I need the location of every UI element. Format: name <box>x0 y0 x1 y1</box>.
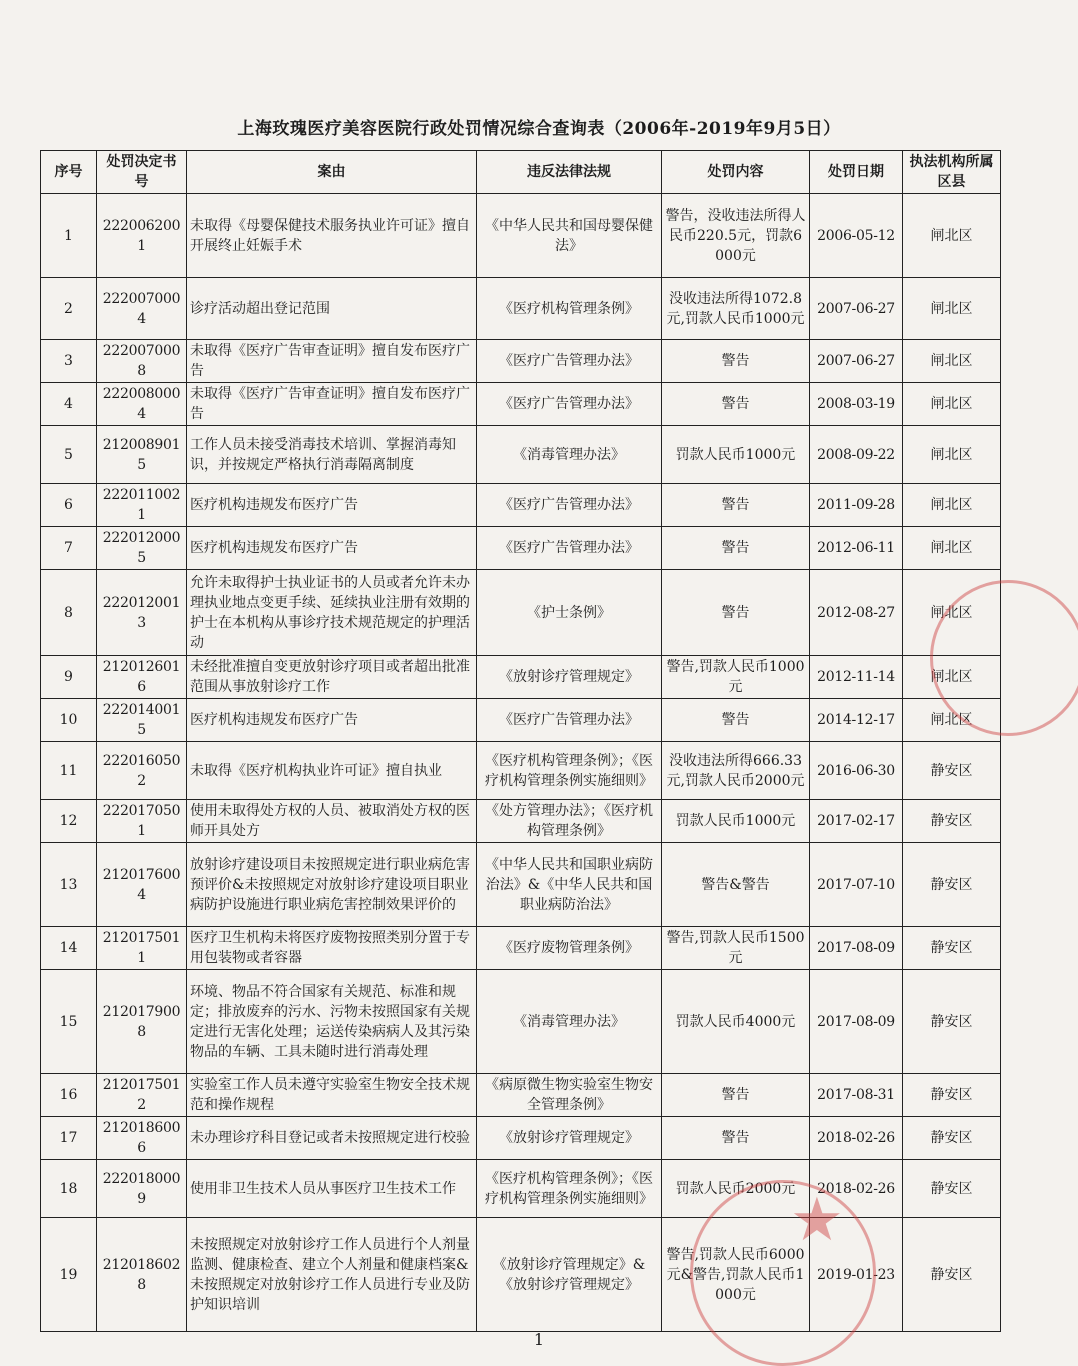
decision-number-cell: 2220140015 <box>97 699 187 742</box>
district-cell: 静安区 <box>903 1074 1001 1117</box>
penalty-date-cell: 2011-09-28 <box>810 484 903 527</box>
decision-number-cell: 2120175011 <box>97 927 187 970</box>
penalty-date-cell: 2017-07-10 <box>810 843 903 927</box>
penalty-content-cell: 罚款人民币4000元 <box>662 970 810 1074</box>
decision-number-cell: 2220080004 <box>97 383 187 426</box>
case-cause-cell: 实验室工作人员未遵守实验室生物安全技术规范和操作规程 <box>187 1074 477 1117</box>
case-cause-cell: 允许未取得护士执业证书的人员或者允许未办理执业地点变更手续、延续执业注册有效期的护士在本机构从事诊疗技术规范规定的护理活动 <box>187 570 477 656</box>
violated-law-cell: 《护士条例》 <box>477 570 662 656</box>
case-cause-cell: 环境、物品不符合国家有关规范、标准和规定；排放废弃的污水、污物未按照国家有关规定进行无害化处理；运送传染病病人及其污染物品的车辆、工具未随时进行消毒处理 <box>187 970 477 1074</box>
violated-law-cell: 《处方管理办法》；《医疗机构管理条例》 <box>477 800 662 843</box>
case-cause-cell: 使用非卫生技术人员从事医疗卫生技术工作 <box>187 1160 477 1218</box>
district-cell: 静安区 <box>903 927 1001 970</box>
penalty-date-cell: 2017-08-31 <box>810 1074 903 1117</box>
penalty-content-cell: 警告 <box>662 383 810 426</box>
row-number-cell: 15 <box>41 970 97 1074</box>
penalty-date-cell: 2008-03-19 <box>810 383 903 426</box>
decision-number-cell: 2220180009 <box>97 1160 187 1218</box>
row-number-cell: 16 <box>41 1074 97 1117</box>
violated-law-cell: 《放射诊疗管理规定》 <box>477 1117 662 1160</box>
row-number-cell: 18 <box>41 1160 97 1218</box>
table-row <box>41 484 1001 527</box>
table-row <box>41 426 1001 484</box>
penalty-content-cell: 罚款人民币1000元 <box>662 426 810 484</box>
table-row <box>41 843 1001 927</box>
decision-number-cell: 2220062001 <box>97 194 187 278</box>
district-cell: 闸北区 <box>903 699 1001 742</box>
penalty-date-cell: 2007-06-27 <box>810 278 903 340</box>
table-row <box>41 1117 1001 1160</box>
row-number-cell: 14 <box>41 927 97 970</box>
table-header-row <box>41 151 1001 194</box>
row-number-cell: 6 <box>41 484 97 527</box>
penalty-date-cell: 2016-06-30 <box>810 742 903 800</box>
violated-law-cell: 《医疗广告管理办法》 <box>477 527 662 570</box>
district-cell: 闸北区 <box>903 194 1001 278</box>
header-cell: 处罚内容 <box>662 151 810 194</box>
header-cell: 违反法律法规 <box>477 151 662 194</box>
district-cell: 闸北区 <box>903 484 1001 527</box>
district-cell: 闸北区 <box>903 278 1001 340</box>
penalty-content-cell: 警告,罚款人民币1000元 <box>662 656 810 699</box>
case-cause-cell: 医疗卫生机构未将医疗废物按照类别分置于专用包装物或者容器 <box>187 927 477 970</box>
penalty-content-cell: 警告 <box>662 1117 810 1160</box>
decision-number-cell: 2120186006 <box>97 1117 187 1160</box>
case-cause-cell: 工作人员未接受消毒技术培训、掌握消毒知识，并按规定严格执行消毒隔离制度 <box>187 426 477 484</box>
table-row <box>41 927 1001 970</box>
decision-number-cell: 2120126016 <box>97 656 187 699</box>
penalty-content-cell: 没收违法所得1072.8元,罚款人民币1000元 <box>662 278 810 340</box>
table-row <box>41 340 1001 383</box>
table-row <box>41 383 1001 426</box>
violated-law-cell: 《病原微生物实验室生物安全管理条例》 <box>477 1074 662 1117</box>
case-cause-cell: 医疗机构违规发布医疗广告 <box>187 484 477 527</box>
penalty-content-cell: 罚款人民币2000元 <box>662 1160 810 1218</box>
case-cause-cell: 医疗机构违规发布医疗广告 <box>187 699 477 742</box>
row-number-cell: 9 <box>41 656 97 699</box>
table-body <box>41 194 1001 1332</box>
decision-number-cell: 2220160502 <box>97 742 187 800</box>
decision-number-cell: 2120089015 <box>97 426 187 484</box>
penalty-date-cell: 2017-02-17 <box>810 800 903 843</box>
violated-law-cell: 《医疗机构管理条例》；《医疗机构管理条例实施细则》 <box>477 1160 662 1218</box>
district-cell: 闸北区 <box>903 527 1001 570</box>
penalty-date-cell: 2008-09-22 <box>810 426 903 484</box>
row-number-cell: 4 <box>41 383 97 426</box>
case-cause-cell: 未取得《医疗广告审查证明》擅自发布医疗广告 <box>187 383 477 426</box>
district-cell: 闸北区 <box>903 383 1001 426</box>
decision-number-cell: 2220120013 <box>97 570 187 656</box>
row-number-cell: 10 <box>41 699 97 742</box>
district-cell: 闸北区 <box>903 340 1001 383</box>
case-cause-cell: 诊疗活动超出登记范围 <box>187 278 477 340</box>
penalty-date-cell: 2012-11-14 <box>810 656 903 699</box>
violated-law-cell: 《放射诊疗管理规定》&《放射诊疗管理规定》 <box>477 1218 662 1332</box>
case-cause-cell: 未取得《母婴保健技术服务执业许可证》擅自开展终止妊娠手术 <box>187 194 477 278</box>
table-row <box>41 656 1001 699</box>
table-row <box>41 278 1001 340</box>
violated-law-cell: 《医疗广告管理办法》 <box>477 484 662 527</box>
row-number-cell: 7 <box>41 527 97 570</box>
penalty-date-cell: 2017-08-09 <box>810 927 903 970</box>
case-cause-cell: 未办理诊疗科目登记或者未按照规定进行校验 <box>187 1117 477 1160</box>
penalty-content-cell: 没收违法所得666.33元,罚款人民币2000元 <box>662 742 810 800</box>
row-number-cell: 8 <box>41 570 97 656</box>
penalty-date-cell: 2019-01-23 <box>810 1218 903 1332</box>
penalty-date-cell: 2006-05-12 <box>810 194 903 278</box>
case-cause-cell: 使用未取得处方权的人员、被取消处方权的医师开具处方 <box>187 800 477 843</box>
decision-number-cell: 2120186028 <box>97 1218 187 1332</box>
decision-number-cell: 2220110021 <box>97 484 187 527</box>
district-cell: 静安区 <box>903 1160 1001 1218</box>
table-row <box>41 1218 1001 1332</box>
penalty-date-cell: 2018-02-26 <box>810 1160 903 1218</box>
page-number: 1 <box>533 1330 545 1349</box>
violated-law-cell: 《医疗广告管理办法》 <box>477 699 662 742</box>
violated-law-cell: 《医疗广告管理办法》 <box>477 383 662 426</box>
table-row <box>41 1074 1001 1117</box>
case-cause-cell: 放射诊疗建设项目未按照规定进行职业病危害预评价&未按照规定对放射诊疗建设项目职业病防护设施进行职业病危害控制效果评价的 <box>187 843 477 927</box>
penalty-content-cell: 警告 <box>662 527 810 570</box>
violated-law-cell: 《医疗广告管理办法》 <box>477 340 662 383</box>
table-row <box>41 527 1001 570</box>
header-cell: 案由 <box>187 151 477 194</box>
decision-number-cell: 2220070008 <box>97 340 187 383</box>
penalty-content-cell: 罚款人民币1000元 <box>662 800 810 843</box>
district-cell: 静安区 <box>903 970 1001 1074</box>
row-number-cell: 19 <box>41 1218 97 1332</box>
district-cell: 闸北区 <box>903 426 1001 484</box>
district-cell: 静安区 <box>903 1218 1001 1332</box>
row-number-cell: 1 <box>41 194 97 278</box>
table-row <box>41 1160 1001 1218</box>
header-cell: 处罚日期 <box>810 151 903 194</box>
violated-law-cell: 《放射诊疗管理规定》 <box>477 656 662 699</box>
violated-law-cell: 《消毒管理办法》 <box>477 970 662 1074</box>
table-row <box>41 699 1001 742</box>
violated-law-cell: 《消毒管理办法》 <box>477 426 662 484</box>
row-number-cell: 13 <box>41 843 97 927</box>
penalty-content-cell: 警告 <box>662 1074 810 1117</box>
penalty-content-cell: 警告 <box>662 699 810 742</box>
district-cell: 闸北区 <box>903 570 1001 656</box>
table-row <box>41 570 1001 656</box>
page-title: 上海玫瑰医疗美容医院行政处罚情况综合查询表（2006年-2019年9月5日） <box>237 119 841 139</box>
decision-number-cell: 2120179008 <box>97 970 187 1074</box>
header-cell: 处罚决定书号 <box>97 151 187 194</box>
row-number-cell: 17 <box>41 1117 97 1160</box>
table-row <box>41 742 1001 800</box>
penalty-content-cell: 警告,罚款人民币6000元&警告,罚款人民币1000元 <box>662 1218 810 1332</box>
table-row <box>41 194 1001 278</box>
row-number-cell: 12 <box>41 800 97 843</box>
violated-law-cell: 《医疗废物管理条例》 <box>477 927 662 970</box>
case-cause-cell: 未经批准擅自变更放射诊疗项目或者超出批准范围从事放射诊疗工作 <box>187 656 477 699</box>
penalty-content-cell: 警告 <box>662 340 810 383</box>
seal-star-icon: ★ <box>790 1185 844 1255</box>
penalty-date-cell: 2012-08-27 <box>810 570 903 656</box>
row-number-cell: 2 <box>41 278 97 340</box>
violated-law-cell: 《中华人民共和国母婴保健法》 <box>477 194 662 278</box>
penalty-date-cell: 2018-02-26 <box>810 1117 903 1160</box>
penalty-date-cell: 2007-06-27 <box>810 340 903 383</box>
header-cell: 执法机构所属区县 <box>903 151 1001 194</box>
penalty-date-cell: 2017-08-09 <box>810 970 903 1074</box>
district-cell: 静安区 <box>903 800 1001 843</box>
table-row <box>41 800 1001 843</box>
violated-law-cell: 《中华人民共和国职业病防治法》&《中华人民共和国职业病防治法》 <box>477 843 662 927</box>
penalty-content-cell: 警告,罚款人民币1500元 <box>662 927 810 970</box>
district-cell: 闸北区 <box>903 656 1001 699</box>
district-cell: 静安区 <box>903 843 1001 927</box>
penalty-table <box>40 150 1001 1332</box>
row-number-cell: 11 <box>41 742 97 800</box>
violated-law-cell: 《医疗机构管理条例》；《医疗机构管理条例实施细则》 <box>477 742 662 800</box>
penalty-content-cell: 警告，没收违法所得人民币220.5元，罚款6000元 <box>662 194 810 278</box>
decision-number-cell: 2220070004 <box>97 278 187 340</box>
violated-law-cell: 《医疗机构管理条例》 <box>477 278 662 340</box>
case-cause-cell: 未按照规定对放射诊疗工作人员进行个人剂量监测、健康检查、建立个人剂量和健康档案&未按照规定对放射诊疗工作人员进行专业及防护知识培训 <box>187 1218 477 1332</box>
penalty-content-cell: 警告 <box>662 570 810 656</box>
table-row <box>41 970 1001 1074</box>
row-number-cell: 3 <box>41 340 97 383</box>
header-cell: 序号 <box>41 151 97 194</box>
decision-number-cell: 2120176004 <box>97 843 187 927</box>
case-cause-cell: 医疗机构违规发布医疗广告 <box>187 527 477 570</box>
penalty-date-cell: 2012-06-11 <box>810 527 903 570</box>
decision-number-cell: 2220170501 <box>97 800 187 843</box>
case-cause-cell: 未取得《医疗机构执业许可证》擅自执业 <box>187 742 477 800</box>
penalty-content-cell: 警告 <box>662 484 810 527</box>
decision-number-cell: 2120175012 <box>97 1074 187 1117</box>
district-cell: 静安区 <box>903 742 1001 800</box>
penalty-date-cell: 2014-12-17 <box>810 699 903 742</box>
penalty-content-cell: 警告&警告 <box>662 843 810 927</box>
row-number-cell: 5 <box>41 426 97 484</box>
case-cause-cell: 未取得《医疗广告审查证明》擅自发布医疗广告 <box>187 340 477 383</box>
district-cell: 静安区 <box>903 1117 1001 1160</box>
decision-number-cell: 2220120005 <box>97 527 187 570</box>
